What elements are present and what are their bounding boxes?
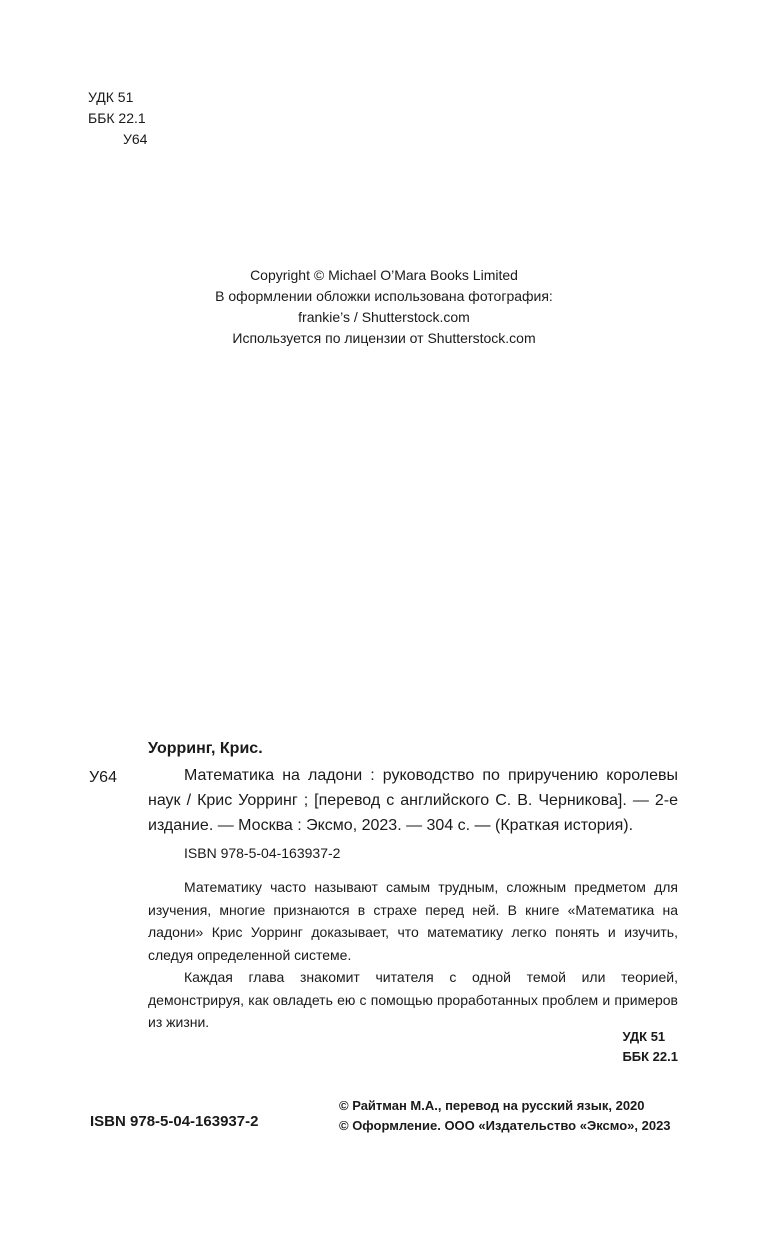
udk-code: УДК 51	[88, 89, 134, 105]
bbk-code: ББК 22.1	[622, 1049, 678, 1064]
rights-line: © Райтман М.А., перевод на русский язык, 2020	[339, 1098, 645, 1113]
annotation	[148, 876, 678, 1034]
record-author: Уорринг, Крис.	[148, 740, 263, 757]
annotation-paragraph: Математику часто называют самым трудным, сложным предметом для изучения, многие признаются в страхе перед ней. В книге «Математика на ладони» Крис Уорринг доказывает, что математику легко понять и изучить, следуя определенной системе.	[148, 879, 678, 963]
copyright-credits	[0, 265, 768, 349]
top-catalog-codes	[88, 87, 147, 150]
udk-code: УДК 51	[622, 1029, 666, 1044]
credit-line: В оформлении обложки использована фотография:	[215, 288, 553, 304]
record-side-code: У64	[89, 769, 117, 786]
annotation-paragraph: Каждая глава знакомит читателя с одной темой или теорией, демонстрируя, как овладеть ею с помощью проработанных проблем и примеров из жизни.	[148, 969, 678, 1030]
bottom-catalog-codes	[622, 1027, 678, 1067]
credit-line: frankie’s / Shutterstock.com	[298, 309, 470, 325]
main-isbn: ISBN 978-5-04-163937-2	[90, 1113, 259, 1130]
record-description: Математика на ладони : руководство по приручению королевы наук / Крис Уорринг ; [перевод с английского С. В. Черникова]. — 2-е издание. — Москва : Эксмо, 2023. — 304 с. — (Краткая история).	[148, 767, 678, 834]
credit-line: Copyright © Michael O’Mara Books Limited	[250, 267, 518, 283]
author-mark: У64	[123, 131, 148, 147]
record-isbn: ISBN 978-5-04-163937-2	[184, 845, 341, 861]
bbk-code: ББК 22.1	[88, 110, 146, 126]
credit-line: Используется по лицензии от Shutterstock.com	[232, 330, 536, 346]
rights-notice	[339, 1096, 671, 1136]
rights-line: © Оформление. ООО «Издательство «Эксмо», 2023	[339, 1118, 671, 1133]
